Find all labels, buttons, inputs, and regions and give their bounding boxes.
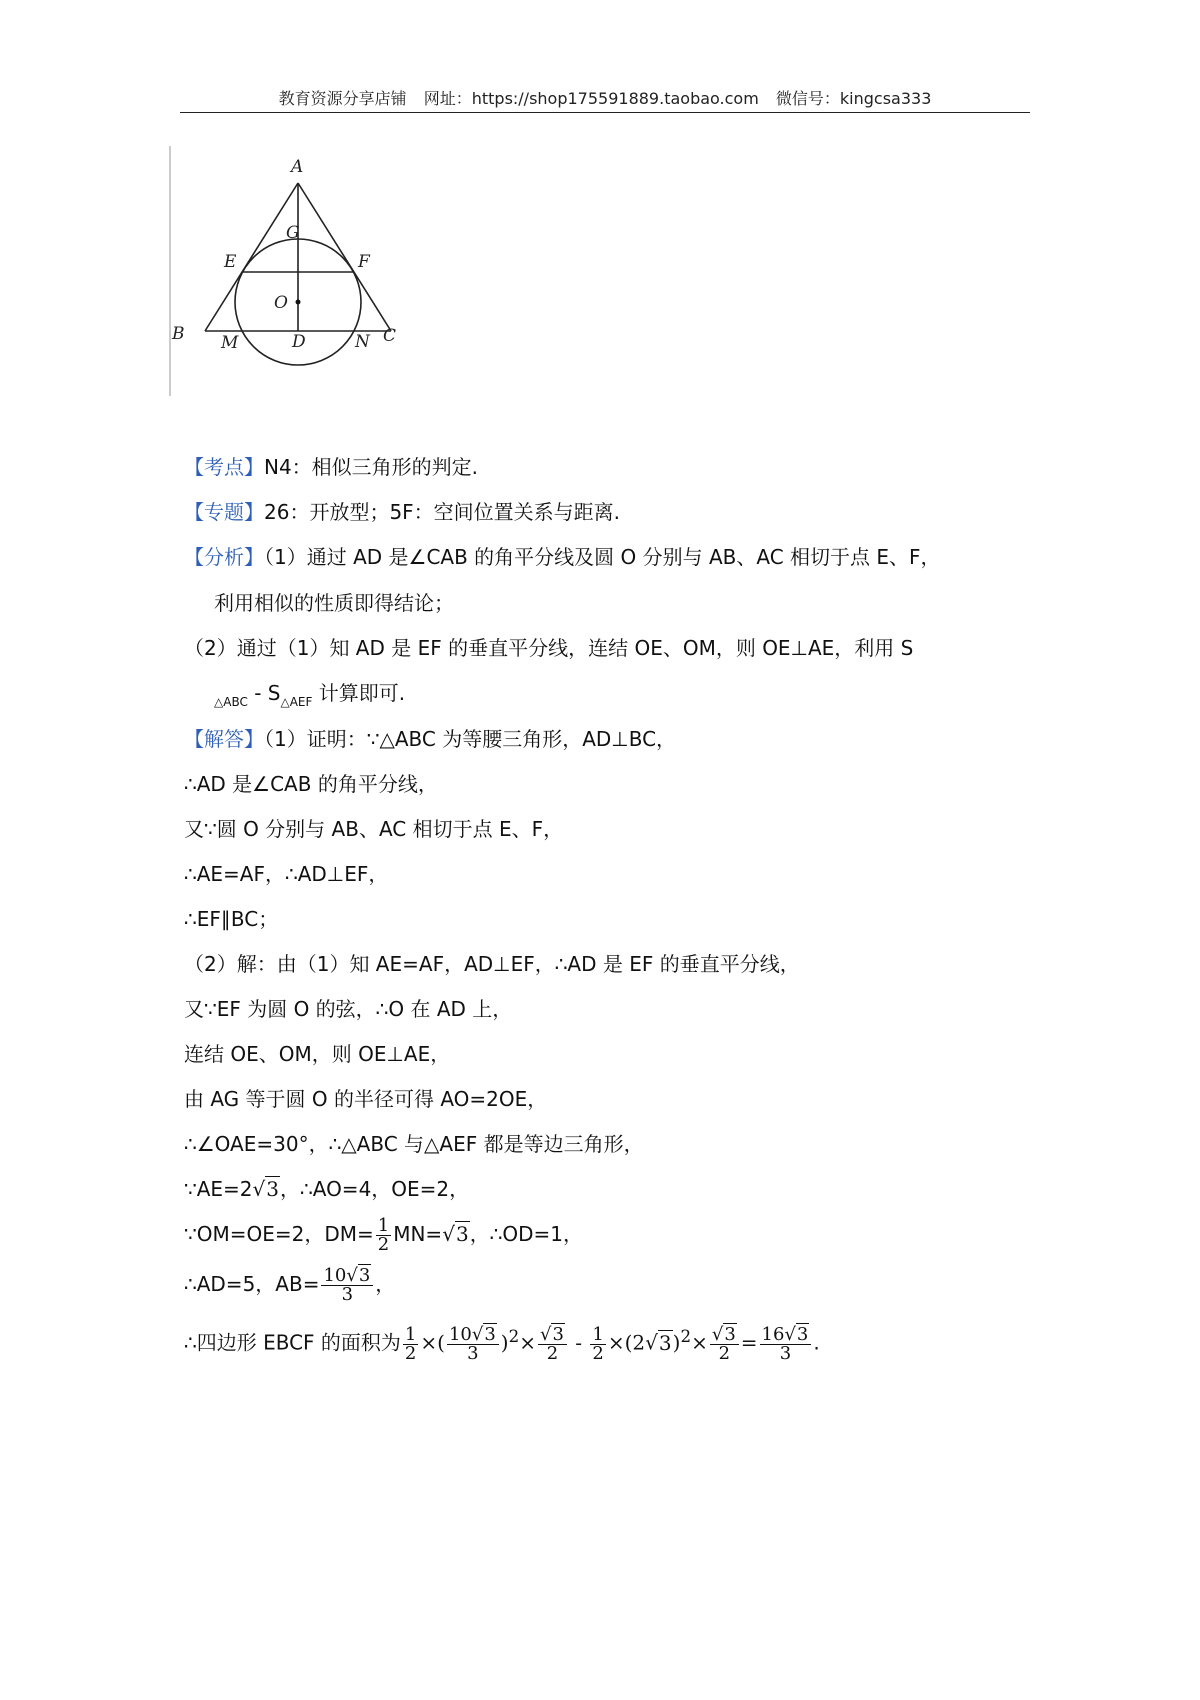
exponent: 2 [680,1327,692,1346]
sqrt-3: √3 [645,1330,672,1355]
sqrt-3: √3 [711,1323,736,1345]
frac-den: 2 [377,1234,390,1255]
jieda-line-8: 连结 OE、OM，则 OE⊥AE， [184,1042,451,1066]
jieda-line-7: 又∵EF 为圆 O 的弦，∴O 在 AD 上， [184,997,513,1021]
fraction-half-2 [590,1323,605,1364]
od-text: ，∴OD=1， [469,1222,584,1246]
page-header [180,86,1030,109]
frac-num: 1 [377,1215,390,1236]
frac-num: 1 [404,1323,417,1345]
header-wechat: 微信号：kingcsa333 [775,89,932,108]
frac-den: 3 [779,1342,792,1364]
zhuanti-text: 26：开放型；5F：空间位置关系与距离. [264,500,621,524]
fraction-sqrt3-half [538,1323,567,1364]
fraction-one-half [376,1217,391,1254]
center-point-o [296,300,301,305]
fenxi-line-2: 利用相似的性质即得结论； [214,591,454,615]
coef: 16 [761,1323,785,1345]
radicand: 3 [358,1265,371,1286]
paren-open: ( [437,1330,445,1355]
ae-value-suffix: ，∴AO=4，OE=2， [280,1177,470,1201]
frac-den: 2 [592,1342,604,1364]
frac-num [538,1323,567,1345]
header-site: 网址：https://shop175591889.taobao.com [423,89,759,108]
jieda-line-12 [184,1217,583,1254]
frac-den: 2 [404,1342,417,1364]
sqrt-3: √3 [784,1323,809,1345]
fenxi-line-1 [184,545,941,569]
radicand: 3 [455,1222,469,1246]
sqrt-3-dm: √3 [442,1222,469,1246]
paren-open-2: (2 [624,1330,646,1355]
om-text: ∵OM=OE=2，DM= [184,1222,374,1246]
jieda-line-2: ∴AD 是∠CAB 的角平分线， [184,772,438,796]
fenxi-end: 计算即可. [312,681,406,705]
period: . [813,1330,820,1355]
jieda-tag: 【解答】 [184,727,264,751]
sqrt-3: √3 [471,1323,496,1345]
label-o: O [274,293,288,313]
times-sign: × [420,1330,438,1355]
radicand: 3 [484,1323,496,1345]
jieda-line-3: 又∵圆 O 分别与 AB、AC 相切于点 E、F， [184,817,564,841]
minus-sign: - [568,1330,589,1355]
kaodian-tag: 【考点】 [184,455,264,479]
jieda-line-1 [184,727,676,751]
radicand: 3 [658,1330,672,1355]
mn-text: MN= [393,1222,443,1246]
fraction-ab-squared [447,1323,499,1364]
jieda-line-6: （2）解：由（1）知 AE=AF，AD⊥EF，∴AD 是 EF 的垂直平分线， [184,952,800,976]
frac-den: 3 [341,1284,354,1305]
times-sign: × [607,1330,625,1355]
jieda-line-13 [184,1267,395,1304]
header-shop: 教育资源分享店铺 [278,89,407,108]
sqrt-3: √3 [539,1323,564,1345]
label-a: A [291,157,304,177]
geometry-figure [172,156,438,396]
frac-num: 1 [592,1323,604,1345]
area-text: ∴四边形 EBCF 的面积为 [184,1330,401,1355]
paren-close: ) [500,1330,509,1355]
fenxi-sub-abc: △ABC [214,695,248,709]
coef: 10 [323,1265,347,1286]
frac-num [760,1323,812,1345]
fenxi-tag: 【分析】 [184,545,264,569]
zhuanti-tag: 【专题】 [184,500,264,524]
jieda-text-1: （1）证明：∵△ABC 为等腰三角形，AD⊥BC， [264,727,677,751]
jieda-line-9: 由 AG 等于圆 O 的半径可得 AO=2OE， [184,1087,548,1111]
label-g: G [286,223,300,243]
times-sign: × [519,1330,536,1355]
fraction-result [760,1323,812,1364]
fenxi-line-3: （2）通过（1）知 AD 是 EF 的垂直平分线，连结 OE、OM，则 OE⊥AE，利用 S [184,636,914,660]
fenxi-text-1: （1）通过 AD 是∠CAB 的角平分线及圆 O 分别与 AB、AC 相切于点 E、F， [264,545,941,569]
comma: ， [375,1272,396,1296]
frac-den: 2 [546,1342,559,1364]
fenxi-sub-aef: △AEF [280,695,313,709]
jieda-line-4: ∴AE=AF，∴AD⊥EF， [184,862,389,886]
label-d: D [292,332,306,352]
radicand: 3 [724,1323,736,1345]
exponent: 2 [508,1327,520,1346]
ad-ab-text: ∴AD=5，AB= [184,1272,320,1296]
header-divider [180,112,1030,113]
kaodian-text: N4：相似三角形的判定. [264,455,479,479]
jieda-line-5: ∴EF∥BC； [184,907,279,931]
radicand: 3 [796,1323,809,1345]
times-sign: × [691,1330,708,1355]
label-b: B [172,324,185,344]
jieda-line-10: ∴∠OAE=30°，∴△ABC 与△AEF 都是等边三角形， [184,1132,644,1156]
frac-num [710,1323,739,1345]
kaodian-line [184,455,478,479]
sqrt-3-ae: √3 [252,1177,280,1201]
sqrt-3: √3 [346,1265,371,1286]
coef: 10 [448,1323,472,1345]
fraction-half-1 [403,1323,418,1364]
label-f: F [358,252,370,272]
label-c: C [383,326,397,346]
fraction-ab [321,1267,373,1304]
jieda-line-14 [184,1325,820,1363]
paren-close-2: ) [672,1330,681,1355]
label-m: M [221,333,239,353]
label-n: N [355,332,370,352]
jieda-line-11 [184,1177,469,1201]
fenxi-minus-s: - S [247,681,281,705]
triangle-circle-diagram [172,156,438,396]
equals-sign: = [740,1330,758,1355]
radicand: 3 [552,1323,564,1345]
label-e: E [224,252,237,272]
frac-den: 2 [718,1342,731,1364]
zhuanti-line [184,500,620,524]
frac-num [447,1323,499,1345]
fenxi-line-4 [214,681,405,708]
side-ac [298,183,391,331]
ae-value-prefix: ∵AE=2 [184,1177,253,1201]
fraction-sqrt3-half-2 [710,1323,739,1364]
frac-den: 3 [467,1342,479,1364]
radicand: 3 [266,1177,280,1201]
